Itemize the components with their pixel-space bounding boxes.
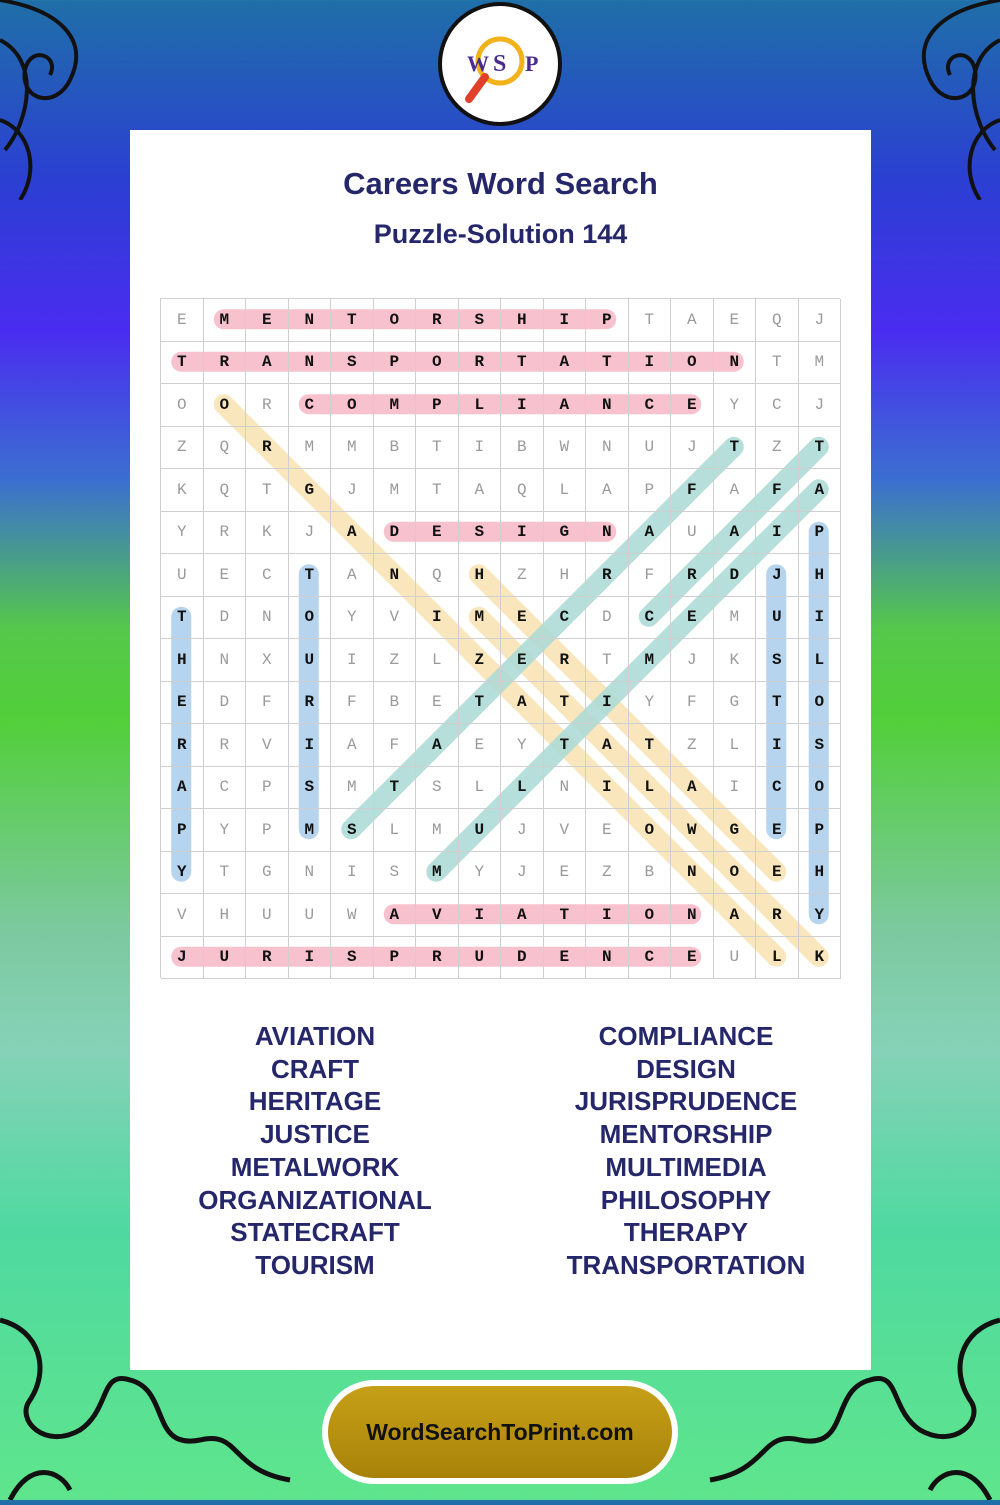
word-list-right — [501, 1020, 871, 1282]
grid-cell[interactable]: V — [161, 894, 204, 937]
grid-cell[interactable]: I — [459, 894, 502, 937]
grid-cell[interactable]: S — [374, 852, 417, 895]
grid-cell[interactable]: M — [331, 427, 374, 470]
grid-cell[interactable]: M — [204, 299, 247, 342]
word-list-item: THERAPY — [623, 1217, 749, 1248]
grid-cell[interactable]: O — [629, 809, 672, 852]
grid-cell[interactable]: C — [629, 597, 672, 640]
grid-cell[interactable]: Y — [161, 512, 204, 555]
grid-cell[interactable]: Y — [331, 597, 374, 640]
grid-cell[interactable]: B — [501, 427, 544, 470]
grid-cell[interactable]: I — [501, 384, 544, 427]
grid-cell[interactable]: N — [671, 852, 714, 895]
grid-cell[interactable]: M — [629, 639, 672, 682]
grid-cell[interactable]: N — [586, 937, 629, 980]
grid-cell[interactable]: N — [289, 342, 332, 385]
site-logo[interactable] — [438, 2, 562, 126]
grid-cell[interactable]: I — [714, 767, 757, 810]
grid-cell[interactable]: B — [374, 427, 417, 470]
grid-cell[interactable]: A — [331, 554, 374, 597]
grid-cell[interactable]: J — [799, 384, 842, 427]
grid-cell[interactable]: O — [671, 342, 714, 385]
grid-cell[interactable]: G — [289, 469, 332, 512]
grid-cell[interactable]: P — [416, 384, 459, 427]
grid-cell[interactable]: L — [459, 384, 502, 427]
grid-cell[interactable]: G — [714, 809, 757, 852]
word-list-item: JUSTICE — [260, 1119, 370, 1150]
grid-cell[interactable]: P — [374, 937, 417, 980]
grid-cell[interactable]: N — [586, 427, 629, 470]
grid-cell[interactable]: R — [671, 554, 714, 597]
grid-cell[interactable]: E — [416, 682, 459, 725]
grid-cell[interactable]: T — [459, 682, 502, 725]
grid-cell[interactable]: R — [161, 724, 204, 767]
grid-cell[interactable]: Z — [671, 724, 714, 767]
grid-cell[interactable]: L — [544, 469, 587, 512]
grid-cell[interactable]: A — [586, 724, 629, 767]
grid-cell[interactable]: N — [586, 512, 629, 555]
grid-cell[interactable]: Z — [459, 639, 502, 682]
grid-cell[interactable]: Y — [161, 852, 204, 895]
grid-cell[interactable]: E — [671, 384, 714, 427]
grid-cell[interactable]: I — [459, 427, 502, 470]
grid-cell[interactable]: A — [416, 724, 459, 767]
grid-cell[interactable]: C — [289, 384, 332, 427]
word-list-item: TRANSPORTATION — [566, 1249, 806, 1280]
grid-cell[interactable]: I — [629, 342, 672, 385]
grid-cell[interactable]: P — [246, 767, 289, 810]
grid-cell[interactable]: O — [289, 597, 332, 640]
grid-cell[interactable]: Z — [756, 427, 799, 470]
grid-cell[interactable]: H — [501, 299, 544, 342]
grid-cell[interactable]: Y — [501, 724, 544, 767]
grid-cell[interactable]: M — [289, 809, 332, 852]
grid-cell[interactable]: E — [416, 512, 459, 555]
grid-cell[interactable]: I — [586, 767, 629, 810]
grid-cell[interactable]: T — [374, 767, 417, 810]
grid-cell[interactable]: T — [629, 299, 672, 342]
grid-cell[interactable]: Y — [714, 384, 757, 427]
grid-cell[interactable]: D — [586, 597, 629, 640]
grid-cell[interactable]: A — [714, 469, 757, 512]
grid-cell[interactable]: M — [374, 384, 417, 427]
grid-cell[interactable]: E — [586, 809, 629, 852]
grid-cell[interactable]: N — [289, 852, 332, 895]
grid-cell[interactable]: W — [544, 427, 587, 470]
grid-cell[interactable]: Z — [374, 639, 417, 682]
grid-cell[interactable]: C — [756, 384, 799, 427]
grid-cell[interactable]: T — [289, 554, 332, 597]
grid-cell[interactable]: I — [331, 639, 374, 682]
grid-cell[interactable]: R — [246, 937, 289, 980]
grid-cell[interactable]: S — [289, 767, 332, 810]
grid-cell[interactable]: X — [246, 639, 289, 682]
grid-cell[interactable]: R — [246, 427, 289, 470]
grid-cell[interactable]: C — [756, 767, 799, 810]
grid-cell[interactable]: M — [289, 427, 332, 470]
grid-cell[interactable]: H — [459, 554, 502, 597]
grid-cell[interactable]: O — [799, 682, 842, 725]
grid-cell[interactable]: N — [671, 894, 714, 937]
grid-cell[interactable]: F — [671, 682, 714, 725]
grid-cell[interactable]: N — [586, 384, 629, 427]
puzzle-card — [130, 130, 871, 1370]
grid-cell[interactable]: N — [289, 299, 332, 342]
grid-cell[interactable]: M — [416, 809, 459, 852]
grid-cell[interactable]: J — [501, 852, 544, 895]
grid-cell[interactable]: U — [289, 639, 332, 682]
grid-cell[interactable]: Q — [204, 469, 247, 512]
grid-cell[interactable]: E — [501, 639, 544, 682]
grid-cell[interactable]: I — [586, 894, 629, 937]
letter-grid — [160, 298, 840, 978]
grid-cell[interactable]: Y — [204, 809, 247, 852]
grid-cell[interactable]: S — [331, 809, 374, 852]
grid-cell[interactable]: H — [161, 639, 204, 682]
grid-cell[interactable]: U — [671, 512, 714, 555]
grid-cell[interactable]: I — [289, 937, 332, 980]
grid-cell[interactable]: O — [799, 767, 842, 810]
grid-cell[interactable]: E — [756, 809, 799, 852]
grid-cell[interactable]: T — [586, 342, 629, 385]
grid-cell[interactable]: T — [161, 342, 204, 385]
grid-cell[interactable]: F — [629, 554, 672, 597]
grid-cell[interactable]: F — [331, 682, 374, 725]
word-list-item: TOURISM — [255, 1249, 375, 1280]
grid-cell[interactable]: M — [714, 597, 757, 640]
grid-cell[interactable]: S — [459, 512, 502, 555]
word-list-item: MULTIMEDIA — [605, 1151, 767, 1182]
grid-cell[interactable]: F — [671, 469, 714, 512]
grid-cell[interactable]: P — [629, 469, 672, 512]
grid-cell[interactable]: R — [586, 554, 629, 597]
grid-cell[interactable]: J — [756, 554, 799, 597]
grid-cell[interactable]: K — [161, 469, 204, 512]
grid-cell[interactable]: D — [204, 597, 247, 640]
grid-cell[interactable]: L — [374, 809, 417, 852]
grid-cell[interactable]: L — [629, 767, 672, 810]
grid-cell[interactable]: E — [714, 299, 757, 342]
grid-cell[interactable]: P — [586, 299, 629, 342]
grid-cell[interactable]: Y — [459, 852, 502, 895]
grid-cell[interactable]: T — [331, 299, 374, 342]
grid-cell[interactable]: A — [161, 767, 204, 810]
word-list-item: ORGANIZATIONAL — [198, 1184, 432, 1215]
grid-cell[interactable]: T — [544, 894, 587, 937]
grid-cell[interactable]: L — [799, 639, 842, 682]
word-list-item: CRAFT — [270, 1053, 360, 1084]
grid-cell[interactable]: R — [204, 512, 247, 555]
magnifier-icon — [445, 9, 555, 119]
grid-cell[interactable]: U — [204, 937, 247, 980]
grid-cell[interactable]: U — [459, 937, 502, 980]
grid-cell[interactable]: E — [161, 299, 204, 342]
grid-cell[interactable]: T — [629, 724, 672, 767]
grid-cell[interactable]: N — [246, 597, 289, 640]
word-grid-area — [160, 298, 840, 978]
grid-cell[interactable]: D — [204, 682, 247, 725]
grid-cell[interactable]: I — [756, 512, 799, 555]
grid-cell[interactable]: J — [289, 512, 332, 555]
word-list-item: DESIGN — [636, 1053, 736, 1084]
grid-cell[interactable]: M — [331, 767, 374, 810]
grid-cell[interactable]: S — [416, 767, 459, 810]
grid-cell[interactable]: C — [629, 937, 672, 980]
grid-cell[interactable]: E — [756, 852, 799, 895]
grid-cell[interactable]: Y — [629, 682, 672, 725]
grid-cell[interactable]: T — [756, 342, 799, 385]
grid-cell[interactable]: T — [544, 724, 587, 767]
word-list-item: JURISPRUDENCE — [574, 1086, 798, 1117]
grid-cell[interactable]: J — [331, 469, 374, 512]
grid-cell[interactable]: J — [671, 427, 714, 470]
grid-cell[interactable]: G — [544, 512, 587, 555]
grid-cell[interactable]: Q — [416, 554, 459, 597]
grid-cell[interactable]: K — [246, 512, 289, 555]
grid-cell[interactable]: E — [459, 724, 502, 767]
grid-cell[interactable]: A — [671, 299, 714, 342]
grid-cell[interactable]: W — [671, 809, 714, 852]
grid-cell[interactable]: O — [331, 384, 374, 427]
grid-cell[interactable]: H — [544, 554, 587, 597]
grid-cell[interactable]: S — [331, 937, 374, 980]
grid-cell[interactable]: A — [799, 469, 842, 512]
grid-cell[interactable]: R — [246, 384, 289, 427]
grid-cell[interactable]: U — [161, 554, 204, 597]
grid-cell[interactable]: C — [629, 384, 672, 427]
grid-cell[interactable]: T — [714, 427, 757, 470]
grid-cell[interactable]: O — [161, 384, 204, 427]
grid-cell[interactable]: U — [629, 427, 672, 470]
grid-cell[interactable]: F — [246, 682, 289, 725]
grid-cell[interactable]: K — [799, 937, 842, 980]
grid-cell[interactable]: U — [246, 894, 289, 937]
grid-cell[interactable]: S — [799, 724, 842, 767]
grid-cell[interactable]: I — [756, 724, 799, 767]
grid-cell[interactable]: L — [459, 767, 502, 810]
grid-cell[interactable]: O — [204, 384, 247, 427]
grid-cell[interactable]: R — [289, 682, 332, 725]
grid-cell[interactable]: C — [246, 554, 289, 597]
page-subtitle: Puzzle-Solution 144 — [373, 219, 628, 249]
grid-cell[interactable]: S — [756, 639, 799, 682]
grid-cell[interactable]: T — [161, 597, 204, 640]
grid-cell[interactable]: U — [459, 809, 502, 852]
grid-cell[interactable]: M — [416, 852, 459, 895]
word-list-item: HERITAGE — [248, 1086, 382, 1117]
grid-cell[interactable]: T — [416, 427, 459, 470]
grid-cell[interactable]: N — [544, 767, 587, 810]
grid-cell[interactable]: E — [544, 852, 587, 895]
word-list-item: STATECRAFT — [230, 1217, 400, 1248]
grid-cell[interactable]: E — [246, 299, 289, 342]
grid-cell[interactable]: F — [756, 469, 799, 512]
grid-cell[interactable]: Q — [756, 299, 799, 342]
grid-cell[interactable]: A — [374, 894, 417, 937]
word-list-item: COMPLIANCE — [598, 1021, 774, 1051]
grid-cell[interactable]: I — [586, 682, 629, 725]
grid-cell[interactable]: W — [331, 894, 374, 937]
grid-cell[interactable]: M — [459, 597, 502, 640]
grid-cell[interactable]: E — [501, 597, 544, 640]
grid-cell[interactable]: R — [204, 724, 247, 767]
grid-cell[interactable]: Q — [204, 427, 247, 470]
grid-cell[interactable]: R — [204, 342, 247, 385]
grid-cell[interactable]: Y — [799, 894, 842, 937]
grid-cell[interactable]: L — [714, 724, 757, 767]
grid-cell[interactable]: A — [629, 512, 672, 555]
grid-cell[interactable]: V — [416, 894, 459, 937]
grid-cell[interactable]: L — [756, 937, 799, 980]
grid-cell[interactable]: P — [799, 512, 842, 555]
grid-cell[interactable]: J — [671, 639, 714, 682]
grid-cell[interactable]: A — [671, 767, 714, 810]
grid-cell[interactable]: I — [331, 852, 374, 895]
grid-cell[interactable]: D — [501, 937, 544, 980]
grid-cell[interactable]: V — [246, 724, 289, 767]
grid-cell[interactable]: T — [756, 682, 799, 725]
grid-cell[interactable]: R — [459, 342, 502, 385]
ornament-top-right — [860, 0, 1000, 200]
grid-cell[interactable]: T — [544, 682, 587, 725]
grid-cell[interactable]: E — [204, 554, 247, 597]
grid-cell[interactable]: A — [714, 512, 757, 555]
grid-cell[interactable]: E — [161, 682, 204, 725]
ornament-top-left — [0, 0, 140, 200]
grid-cell[interactable]: P — [799, 809, 842, 852]
grid-cell[interactable]: A — [501, 682, 544, 725]
grid-cell[interactable]: G — [246, 852, 289, 895]
grid-cell[interactable]: F — [374, 724, 417, 767]
grid-cell[interactable]: K — [714, 639, 757, 682]
grid-cell[interactable]: V — [374, 597, 417, 640]
grid-cell[interactable]: S — [331, 342, 374, 385]
grid-cell[interactable]: A — [501, 894, 544, 937]
grid-cell[interactable]: P — [161, 809, 204, 852]
grid-cell[interactable]: T — [246, 469, 289, 512]
grid-cell[interactable]: A — [544, 384, 587, 427]
grid-cell[interactable]: R — [416, 299, 459, 342]
grid-cell[interactable]: I — [416, 597, 459, 640]
grid-cell[interactable]: V — [544, 809, 587, 852]
logo-letter-w: W — [467, 51, 489, 76]
grid-cell[interactable]: P — [374, 342, 417, 385]
grid-cell[interactable]: U — [289, 894, 332, 937]
grid-cell[interactable]: E — [544, 937, 587, 980]
word-list-item: PHILOSOPHY — [600, 1184, 772, 1215]
logo-letter-s: S — [493, 51, 507, 77]
word-list-left — [130, 1020, 500, 1282]
grid-cell[interactable]: A — [331, 512, 374, 555]
word-list-item: METALWORK — [230, 1151, 400, 1182]
grid-cell[interactable]: Z — [501, 554, 544, 597]
grid-cell[interactable]: I — [501, 512, 544, 555]
grid-cell[interactable]: M — [799, 342, 842, 385]
grid-cell[interactable]: B — [374, 682, 417, 725]
grid-cell[interactable]: G — [714, 682, 757, 725]
grid-cell[interactable]: C — [544, 597, 587, 640]
grid-cell[interactable]: D — [714, 554, 757, 597]
grid-cell[interactable]: J — [501, 809, 544, 852]
grid-cell[interactable]: E — [671, 597, 714, 640]
page-title: Careers Word Search — [343, 166, 658, 201]
grid-cell[interactable]: L — [416, 639, 459, 682]
grid-cell[interactable]: R — [544, 639, 587, 682]
grid-cell[interactable]: S — [459, 299, 502, 342]
grid-cell[interactable]: P — [246, 809, 289, 852]
grid-cell[interactable]: A — [714, 894, 757, 937]
grid-cell[interactable]: T — [416, 469, 459, 512]
grid-cell[interactable]: A — [246, 342, 289, 385]
word-list-item: AVIATION — [254, 1021, 376, 1051]
grid-cell[interactable]: E — [671, 937, 714, 980]
grid-cell[interactable]: O — [629, 894, 672, 937]
grid-cell[interactable]: I — [289, 724, 332, 767]
grid-cell[interactable]: N — [204, 639, 247, 682]
grid-cell[interactable]: O — [374, 299, 417, 342]
grid-cell[interactable]: A — [331, 724, 374, 767]
grid-cell[interactable]: Z — [161, 427, 204, 470]
logo-letter-p: P — [525, 51, 539, 76]
grid-cell[interactable]: A — [586, 469, 629, 512]
grid-cell[interactable]: D — [374, 512, 417, 555]
grid-cell[interactable]: N — [714, 342, 757, 385]
grid-cell[interactable]: J — [799, 299, 842, 342]
grid-cell[interactable]: U — [756, 597, 799, 640]
grid-cell[interactable]: J — [161, 937, 204, 980]
footer-pill — [322, 1380, 678, 1484]
grid-cell[interactable]: O — [714, 852, 757, 895]
grid-cell[interactable]: N — [374, 554, 417, 597]
grid-cell[interactable]: I — [544, 299, 587, 342]
site-link-button[interactable]: WordSearchToPrint.com — [328, 1386, 672, 1478]
grid-cell[interactable]: L — [501, 767, 544, 810]
grid-cell[interactable]: R — [756, 894, 799, 937]
grid-cell[interactable]: Q — [501, 469, 544, 512]
grid-cell[interactable]: H — [799, 852, 842, 895]
grid-cell[interactable]: H — [204, 894, 247, 937]
grid-cell[interactable]: M — [374, 469, 417, 512]
grid-cell[interactable]: Z — [586, 852, 629, 895]
grid-cell[interactable]: T — [586, 639, 629, 682]
grid-cell[interactable]: T — [501, 342, 544, 385]
grid-cell[interactable]: A — [459, 469, 502, 512]
grid-cell[interactable]: T — [799, 427, 842, 470]
grid-cell[interactable]: U — [714, 937, 757, 980]
word-list-item: MENTORSHIP — [599, 1119, 773, 1150]
grid-cell[interactable]: I — [799, 597, 842, 640]
grid-cell[interactable]: R — [416, 937, 459, 980]
grid-cell[interactable]: A — [544, 342, 587, 385]
grid-cell[interactable]: B — [629, 852, 672, 895]
grid-cell[interactable]: O — [416, 342, 459, 385]
grid-cell[interactable]: T — [204, 852, 247, 895]
grid-cell[interactable]: H — [799, 554, 842, 597]
grid-cell[interactable]: C — [204, 767, 247, 810]
